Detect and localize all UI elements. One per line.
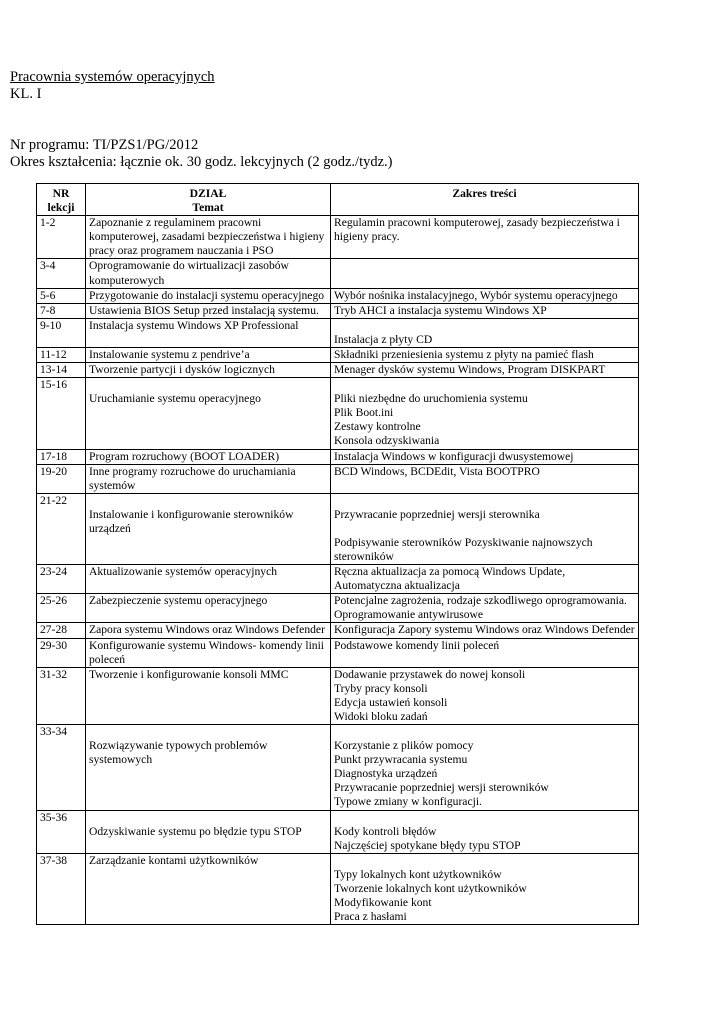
content-item: Pliki niezbędne do uruchomienia systemu <box>334 392 528 406</box>
content-item: Plik Boot.ini <box>334 406 394 420</box>
topic-text: Aktualizowanie systemów operacyjnych <box>89 565 278 579</box>
topic-text: Zapoznanie z regulaminem pracowni komputerowej, zasadami bezpieczeństwa i higieny pracy oraz programem nauczania i PSO <box>89 216 325 258</box>
lesson-content <box>331 464 639 493</box>
content-item: Widoki bloku zadań <box>334 710 428 723</box>
content-item: Konsola odzyskiwania <box>334 434 440 448</box>
lesson-topic <box>86 810 331 853</box>
lesson-number: 33-34 <box>37 725 86 810</box>
lesson-topic <box>86 378 331 449</box>
lesson-content <box>331 493 639 564</box>
lesson-topic <box>86 216 331 259</box>
lesson-content <box>331 623 639 638</box>
lesson-topic <box>86 853 331 924</box>
lesson-number: 27-28 <box>37 623 86 638</box>
content-item: Ręczna aktualizacja za pomocą Windows Update, <box>334 565 566 579</box>
content-item: Automatyczna aktualizacja <box>334 579 460 593</box>
lesson-number: 19-20 <box>37 464 86 493</box>
content-item: Edycja ustawień konsoli <box>334 695 448 709</box>
topic-text: Przygotowanie do instalacji systemu operacyjnego <box>89 288 325 302</box>
content-item: Typy lokalnych kont użytkowników <box>334 867 502 881</box>
course-title: Pracownia systemów operacyjnych <box>10 69 215 85</box>
lesson-number: 9-10 <box>37 318 86 347</box>
content-item: Praca z hasłami <box>334 910 407 924</box>
lesson-number: 23-24 <box>37 565 86 594</box>
lesson-content <box>331 638 639 667</box>
table-row <box>37 725 639 810</box>
lesson-content <box>331 725 639 810</box>
content-item: BCD Windows, BCDEdit, Vista BOOTPRO <box>334 464 540 478</box>
content-item: Składniki przeniesienia systemu z płyty na pamieć flash <box>334 347 594 361</box>
table-row <box>37 288 639 303</box>
lesson-number: 15-16 <box>37 378 86 449</box>
table-row <box>37 667 639 724</box>
col-header-nr <box>37 184 86 216</box>
content-item: Tryby pracy konsoli <box>334 681 428 695</box>
header-nr-line1: NR <box>52 187 70 200</box>
topic-text: Oprogramowanie do wirtualizacji zasobów komputerowych <box>89 259 289 287</box>
content-item: Najczęściej spotykane błędy typu STOP <box>334 838 521 852</box>
lesson-content <box>331 216 639 259</box>
lesson-content <box>331 347 639 362</box>
content-item: Tworzenie lokalnych kont użytkowników <box>334 881 527 895</box>
col-header-zakres <box>331 184 639 216</box>
table-row <box>37 565 639 594</box>
lesson-topic <box>86 493 331 564</box>
lesson-number: 29-30 <box>37 638 86 667</box>
lesson-number: 25-26 <box>37 594 86 623</box>
table-row <box>37 318 639 347</box>
topic-text: Instalowanie systemu z pendrive’a <box>89 347 250 361</box>
table-row <box>37 347 639 362</box>
lesson-content <box>331 594 639 623</box>
lesson-content <box>331 449 639 464</box>
lesson-content <box>331 810 639 853</box>
content-item: Podpisywanie sterowników Pozyskiwanie najnowszych sterowników <box>334 535 593 563</box>
content-item: Instalacja z płyty CD <box>334 332 433 346</box>
topic-text: Zapora systemu Windows oraz Windows Defender <box>89 623 325 637</box>
lesson-number: 31-32 <box>37 667 86 724</box>
lesson-topic <box>86 347 331 362</box>
lesson-topic <box>86 594 331 623</box>
lesson-number: 21-22 <box>37 493 86 564</box>
header-nr-line2: lekcji <box>47 201 75 215</box>
education-period: Okres kształcenia: łącznie ok. 30 godz. lekcyjnych (2 godz./tydz.) <box>10 154 393 170</box>
content-item: Instalacja Windows w konfiguracji dwusystemowej <box>334 449 574 463</box>
lesson-number: 17-18 <box>37 449 86 464</box>
lesson-number: 35-36 <box>37 810 86 853</box>
topic-text: Program rozruchowy (BOOT LOADER) <box>89 449 280 463</box>
table-header-row <box>37 184 639 216</box>
content-item: Regulamin pracowni komputerowej, zasady bezpieczeństwa i higieny pracy. <box>334 216 620 244</box>
lesson-topic <box>86 565 331 594</box>
lesson-number: 1-2 <box>37 216 86 259</box>
lesson-topic <box>86 363 331 378</box>
table-row <box>37 378 639 449</box>
content-item: Korzystanie z plików pomocy <box>334 739 474 753</box>
lesson-topic <box>86 449 331 464</box>
content-item: Punkt przywracania systemu <box>334 753 468 767</box>
lesson-content <box>331 259 639 288</box>
content-item: Kody kontroli błędów <box>334 824 437 838</box>
curriculum-table <box>36 183 639 925</box>
topic-text: Instalowanie i konfigurowanie sterowników urządzeń <box>89 507 294 535</box>
topic-text: Tworzenie partycji i dysków logicznych <box>89 363 275 377</box>
table-row <box>37 638 639 667</box>
lesson-topic <box>86 623 331 638</box>
lesson-topic <box>86 667 331 724</box>
table-row <box>37 594 639 623</box>
table-row <box>37 259 639 288</box>
lesson-number: 7-8 <box>37 303 86 318</box>
lesson-topic <box>86 259 331 288</box>
content-item: Przywracanie poprzedniej wersji sterowników <box>334 781 549 795</box>
table-row <box>37 623 639 638</box>
topic-text: Ustawienia BIOS Setup przed instalacją systemu. <box>89 303 319 317</box>
content-item: Podstawowe komendy linii poleceń <box>334 638 500 652</box>
content-item: Diagnostyka urządzeń <box>334 767 438 781</box>
content-item: Dodawanie przystawek do nowej konsoli <box>334 667 526 681</box>
lesson-topic <box>86 318 331 347</box>
table-row <box>37 853 639 924</box>
content-item: Modyfikowanie kont <box>334 895 432 909</box>
header-dzial-line2: Temat <box>192 201 224 215</box>
content-item: Tryb AHCI a instalacja systemu Windows XP <box>334 303 547 317</box>
header-dzial-line1: DZIAŁ <box>189 187 227 200</box>
lesson-topic <box>86 464 331 493</box>
lesson-content <box>331 853 639 924</box>
header-zakres: Zakres treści <box>452 187 517 200</box>
lesson-number: 3-4 <box>37 259 86 288</box>
topic-text: Zabezpieczenie systemu operacyjnego <box>89 594 268 608</box>
lesson-content <box>331 303 639 318</box>
lesson-content <box>331 667 639 724</box>
lesson-content <box>331 288 639 303</box>
topic-text: Zarządzanie kontami użytkowników <box>89 853 259 867</box>
table-row <box>37 216 639 259</box>
topic-text: Uruchamianie systemu operacyjnego <box>89 392 261 406</box>
table-row <box>37 363 639 378</box>
content-item: Menager dysków systemu Windows, Program DISKPART <box>334 363 606 377</box>
lesson-topic <box>86 303 331 318</box>
lesson-topic <box>86 288 331 303</box>
topic-text: Inne programy rozruchowe do uruchamiania systemów <box>89 464 296 492</box>
lesson-number: 37-38 <box>37 853 86 924</box>
table-row <box>37 449 639 464</box>
content-item: Typowe zmiany w konfiguracji. <box>334 795 482 809</box>
table-row <box>37 810 639 853</box>
topic-text: Rozwiązywanie typowych problemów systemowych <box>89 739 268 767</box>
lesson-content <box>331 565 639 594</box>
topic-text: Instalacja systemu Windows XP Professional <box>89 318 299 332</box>
content-item: Przywracanie poprzedniej wersji sterownika <box>334 507 540 521</box>
table-row <box>37 464 639 493</box>
topic-text: Odzyskiwanie systemu po błędzie typu STOP <box>89 824 302 838</box>
lesson-content <box>331 378 639 449</box>
lesson-topic <box>86 638 331 667</box>
content-item: Zestawy kontrolne <box>334 420 421 434</box>
table-row <box>37 493 639 564</box>
content-item: Wybór nośnika instalacyjnego, Wybór systemu operacyjnego <box>334 288 618 302</box>
table-row <box>37 303 639 318</box>
lesson-number: 5-6 <box>37 288 86 303</box>
program-number: Nr programu: TI/PZS1/PG/2012 <box>10 137 199 153</box>
lesson-number: 11-12 <box>37 347 86 362</box>
lesson-topic <box>86 725 331 810</box>
col-header-dzial <box>86 184 331 216</box>
lesson-content <box>331 318 639 347</box>
content-item: Potencjalne zagrożenia, rodzaje szkodliwego oprogramowania. Oprogramowanie antywirusowe <box>334 594 627 622</box>
topic-text: Konfigurowanie systemu Windows- komendy linii poleceń <box>89 638 325 666</box>
class-level: KL. I <box>10 86 42 102</box>
lesson-number: 13-14 <box>37 363 86 378</box>
topic-text: Tworzenie i konfigurowanie konsoli MMC <box>89 667 289 681</box>
lesson-content <box>331 363 639 378</box>
content-item: Konfiguracja Zapory systemu Windows oraz Windows Defender <box>334 623 635 637</box>
